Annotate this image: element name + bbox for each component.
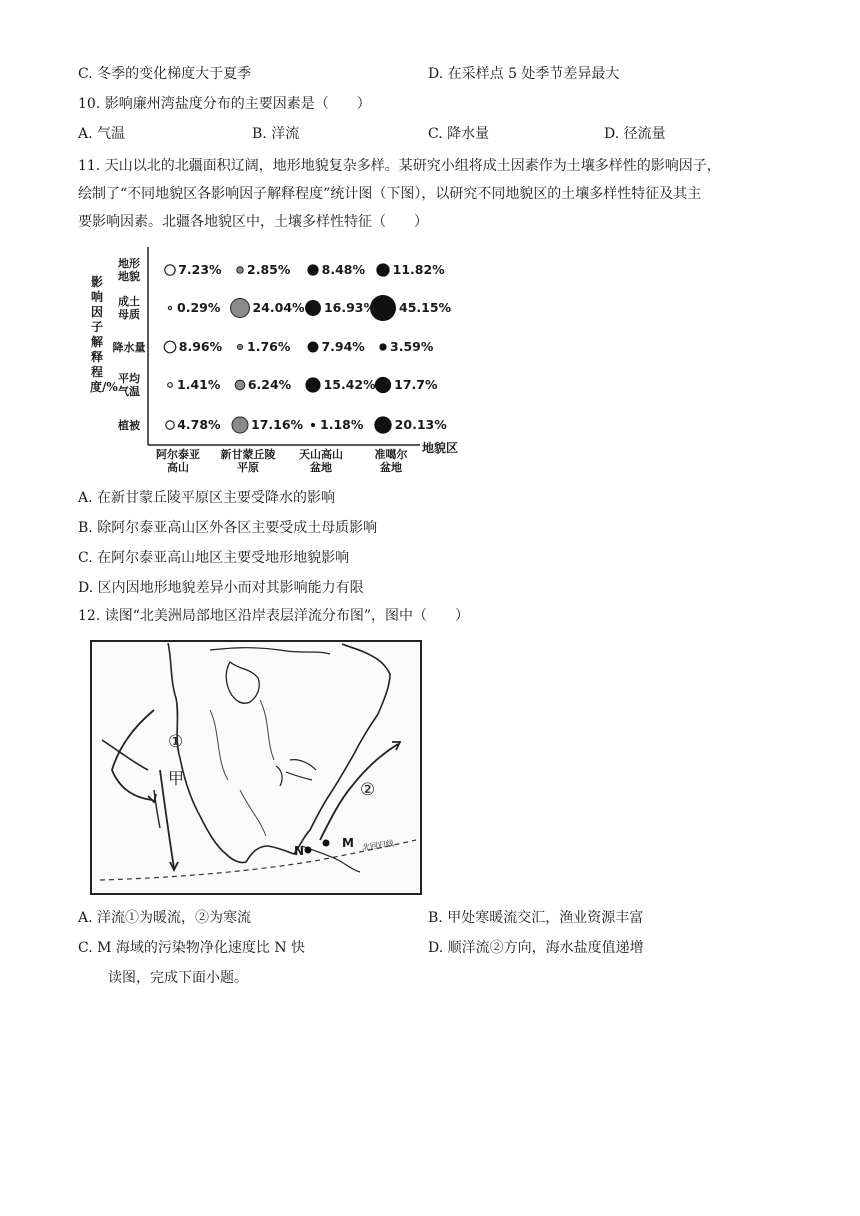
column-label: 天山高山 盆地	[299, 448, 343, 474]
question-11-line1: 11. 天山以北的北疆面积辽阔，地形地貌复杂多样。某研究小组将成土因素作为土壤多样性的影响因子，	[78, 158, 721, 174]
bubble	[305, 377, 320, 392]
x-axis-title: 地貌区	[422, 441, 459, 455]
bubble-value-label: 6.24%	[247, 377, 292, 392]
bubble	[168, 383, 173, 388]
bubble	[237, 267, 244, 274]
option-12d: D. 顺洋流②方向，海水盐度值递增	[428, 940, 644, 956]
question-11-line2: 绘制了“不同地貌区各影响因子解释程度”统计图（下图），以研究不同地貌区的土壤多样性特征及其主	[78, 186, 702, 202]
row-label: 成土 母质	[118, 295, 140, 321]
bubble-chart	[90, 245, 480, 474]
bubble-chart-svg	[90, 245, 480, 465]
label-M: M	[342, 836, 354, 850]
bubble	[379, 343, 386, 350]
question-10: 10. 影响廉州湾盐度分布的主要因素是（ ）	[78, 96, 371, 112]
bubble-value-label: 45.15%	[399, 300, 452, 315]
bubble-value-label: 1.41%	[177, 377, 221, 392]
option-12a: A. 洋流①为暖流，②为寒流	[78, 910, 252, 926]
bubble	[374, 416, 391, 433]
label-current-1: ①	[168, 732, 184, 752]
column-label: 准噶尔 盆地	[374, 448, 408, 474]
bubble	[232, 417, 248, 433]
bubble-value-label: 8.96%	[178, 339, 223, 354]
question-11-line3: 要影响因素。北疆各地貌区中，土壤多样性特征（ ）	[78, 214, 428, 230]
bubble	[305, 300, 321, 316]
bubble-value-label: 7.23%	[178, 262, 222, 277]
bubble-value-label: 17.7%	[394, 377, 438, 392]
map-frame	[91, 641, 421, 894]
label-current-2: ②	[360, 780, 376, 800]
option-10a: A. 气温	[78, 126, 126, 142]
bubble	[376, 263, 389, 276]
bubble	[231, 299, 250, 318]
bubble	[164, 341, 176, 353]
bubble-value-label: 17.16%	[251, 417, 304, 432]
row-label: 平均 气温	[118, 372, 140, 398]
bubble	[235, 380, 245, 390]
bubble	[166, 421, 174, 429]
bubble	[308, 342, 319, 353]
bubble	[375, 377, 391, 393]
bubble	[168, 306, 171, 309]
option-12b: B. 甲处寒暖流交汇，渔业资源丰富	[428, 910, 644, 926]
bubble-value-label: 0.29%	[177, 300, 221, 315]
option-10c: C. 降水量	[428, 126, 490, 142]
option-11d: D. 区内因地形地貌差异小而对其影响能力有限	[78, 580, 364, 596]
bubble-value-label: 24.04%	[252, 300, 305, 315]
label-tropic: 北回归线	[361, 838, 395, 853]
point-N	[305, 847, 312, 854]
y-axis-title: 影响因子解释程度/%	[90, 275, 118, 394]
row-label: 地形 地貌	[118, 257, 140, 283]
bubble-value-label: 20.13%	[394, 417, 447, 432]
option-10b: B. 洋流	[252, 126, 300, 142]
bubble-value-label: 1.18%	[320, 417, 364, 432]
north-america-current-map	[90, 640, 422, 895]
option-12c: C. M 海域的污染物净化速度比 N 快	[78, 940, 306, 956]
column-label: 阿尔泰亚 高山	[156, 448, 200, 474]
option-10d: D. 径流量	[604, 126, 666, 142]
point-M	[323, 840, 330, 847]
option-9d: D. 在采样点 5 处季节差异最大	[428, 66, 620, 82]
bubble-value-label: 3.59%	[390, 339, 434, 354]
instruction-line: 读图，完成下面小题。	[108, 970, 248, 986]
row-label: 植被	[118, 418, 140, 432]
bubble-value-label: 16.93%	[323, 300, 377, 315]
map-svg	[90, 640, 422, 895]
bubble	[311, 423, 315, 427]
bubble-value-label: 8.48%	[321, 262, 365, 277]
bubble	[237, 344, 242, 349]
bubble-value-label: 2.85%	[247, 262, 291, 277]
bubble-value-label: 15.42%	[323, 377, 376, 392]
option-11b: B. 除阿尔泰亚高山区外各区主要受成土母质影响	[78, 520, 378, 536]
bubble-value-label: 1.76%	[247, 339, 291, 354]
question-12: 12. 读图“北美洲局部地区沿岸表层洋流分布图”，图中（ ）	[78, 608, 470, 624]
label-jia: 甲	[168, 769, 185, 788]
bubble	[165, 265, 175, 275]
column-label: 新甘蒙丘陵 平原	[220, 448, 276, 474]
option-11a: A. 在新甘蒙丘陵平原区主要受降水的影响	[78, 490, 336, 506]
row-label: 降水量	[112, 340, 146, 354]
label-N: N	[294, 844, 305, 858]
bubble-value-label: 7.94%	[321, 339, 365, 354]
option-11c: C. 在阿尔泰亚高山地区主要受地形地貌影响	[78, 550, 350, 566]
bubble-value-label: 11.82%	[392, 262, 445, 277]
option-9c: C. 冬季的变化梯度大于夏季	[78, 66, 252, 82]
bubble-value-label: 4.78%	[177, 417, 221, 432]
bubble	[307, 264, 318, 275]
